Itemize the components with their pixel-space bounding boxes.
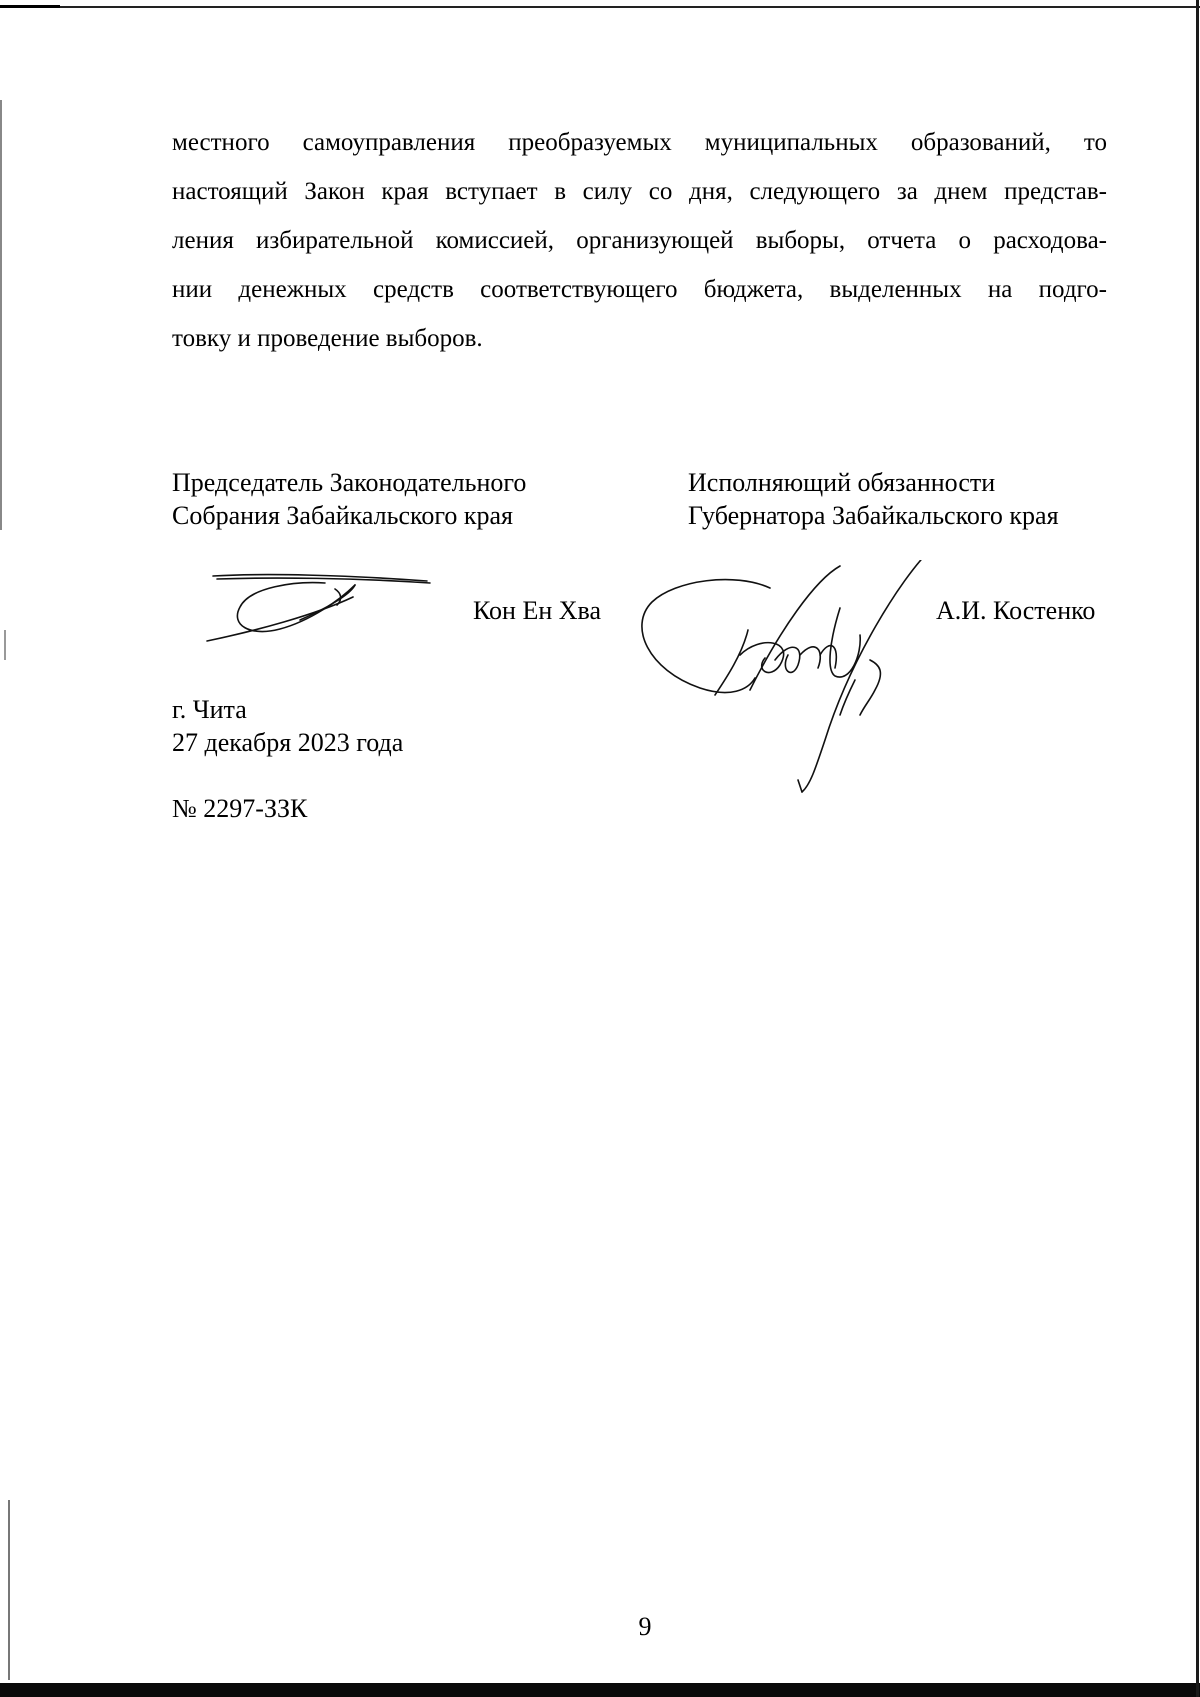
body-paragraph <box>172 118 1107 363</box>
page-number: 9 <box>638 1612 652 1641</box>
scan-edge-left-mark <box>4 630 6 660</box>
body-line: настоящий Закон края вступает в силу со дня, следующего за днем представ- <box>172 178 1107 205</box>
right-handwritten-signature <box>630 560 950 800</box>
right-title-line: Губернатора Забайкальского края <box>688 501 1059 530</box>
left-signatory-title <box>172 466 592 532</box>
scan-edge-bottom <box>0 1683 1200 1697</box>
body-line: местного самоуправления преобразуемых муниципальных образований, то <box>172 129 1107 156</box>
scan-edge-top <box>0 6 1200 8</box>
scan-edge-left <box>0 100 2 530</box>
document-number: № 2297-ЗЗК <box>172 794 308 823</box>
left-handwritten-signature <box>205 565 435 645</box>
scan-edge-left-bottom <box>8 1500 10 1680</box>
left-title-line: Собрания Забайкальского края <box>172 501 513 530</box>
left-title-line: Председатель Законодательного <box>172 468 527 497</box>
place: г. Чита <box>172 695 247 724</box>
body-line: товку и проведение выборов. <box>172 325 483 352</box>
body-line: ления избирательной комиссией, организующей выборы, отчета о расходова- <box>172 227 1107 254</box>
right-signatory-name: А.И. Костенко <box>936 596 1096 625</box>
scan-edge-top-left <box>0 5 60 8</box>
scan-edge-right <box>1196 0 1199 1697</box>
right-title-line: Исполняющий обязанности <box>688 468 996 497</box>
date: 27 декабря 2023 года <box>172 728 404 757</box>
right-signatory-title <box>688 466 1168 532</box>
place-date-block <box>172 693 403 759</box>
left-signatory-name: Кон Ен Хва <box>473 596 602 625</box>
body-line: нии денежных средств соответствующего бюджета, выделенных на подго- <box>172 276 1107 303</box>
